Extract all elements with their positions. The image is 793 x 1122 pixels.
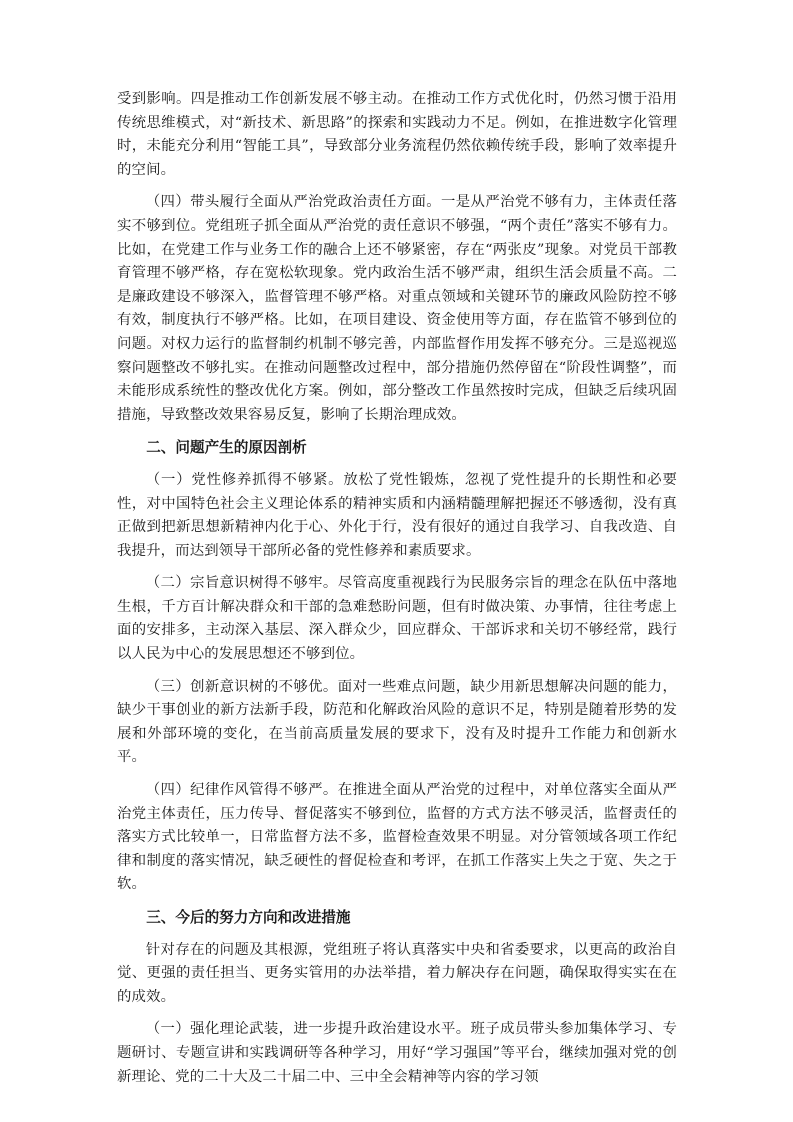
paragraph-purpose-awareness: （二）宗旨意识树得不够牢。尽管高度重视践行为民服务宗旨的理念在队伍中落地生根，千方百计解决群众和干部的急难愁盼问题，但有时做决策、办事情，往往考虑上面的安排多，主动深入基层、深入群众少，回应群众、干部诉求和关切不够经常，践行以人民为中心的发展思想还不够到位。 bbox=[117, 575, 677, 663]
paragraph-party-spirit: （一）党性修养抓得不够紧。放松了党性锻炼，忽视了党性提升的长期性和必要性，对中国特色社会主义理论体系的精神实质和内涵精髓理解把握还不够透彻，没有真正做到把新思想新精神内化于心、外化于行，没有很好的通过自我学习、自我改造、自我提升，而达到领导干部所必备的党性修养和素质要求。 bbox=[117, 471, 677, 559]
paragraph-measures-intro: 针对存在的问题及其根源，党组班子将认真落实中央和省委要求，以更高的政治自觉、更强的责任担当、更务实管用的办法举措，着力解决存在问题，确保取得实实在在的成效。 bbox=[117, 941, 677, 1005]
paragraph-theory-study: （一）强化理论武装，进一步提升政治建设水平。班子成员带头参加集体学习、专题研讨、专题宣讲和实践调研等各种学习，用好“学习强国”等平台，继续加强对党的创新理论、党的二十大及二十届二中、三中全会精神等内容的学习领 bbox=[117, 1021, 677, 1085]
section-heading-cause-analysis: 二、问题产生的原因剖析 bbox=[146, 439, 307, 457]
section-heading-improvement-measures: 三、今后的努力方向和改进措施 bbox=[146, 909, 351, 926]
paragraph-continued: 受到影响。四是推动工作创新发展不够主动。在推动工作方式优化时，仍然习惯于沿用传统思维模式，对“新技术、新思路”的探索和实践动力不足。例如，在推进数字化管理时，未能充分利用“智能工具”，导致部分业务流程仍然依赖传统手段，影响了效率提升的空间。 bbox=[117, 91, 677, 178]
paragraph-discipline: （四）纪律作风管得不够严。在推进全面从严治党的过程中，对单位落实全面从严治党主体责任，压力传导、督促落实不够到位，监督的方式方法不够灵活，监督责任的落实方式比较单一，日常监督方法不多，监督检查效果不明显。对分管领域各项工作纪律和制度的落实情况，缺乏硬性的督促检查和考评，在抓工作落实上失之于宽、失之于软。 bbox=[117, 782, 677, 893]
paragraph-innovation-awareness: （三）创新意识树的不够优。面对一些难点问题，缺少用新思想解决问题的能力，缺少干事创业的新方法新手段，防范和化解政治风险的意识不足，特别是随着形势的发展和外部环境的变化，在当前高质量发展的要求下，没有及时提升工作能力和创新水平。 bbox=[117, 678, 677, 766]
paragraph-party-responsibility: （四）带头履行全面从严治党政治责任方面。一是从严治党不够有力，主体责任落实不够到位。党组班子抓全面从严治党的责任意识不够强，“两个责任”落实不够有力。比如，在党建工作与业务工作的融合上还不够紧密，存在“两张皮”现象。对党员干部教育管理不够严格，存在宽松软现象。党内政治生活不够严肃，组织生活会质量不高。二是廉政建设不够深入，监督管理不够严格。对重点领域和关键环节的廉政风险防控不够有效，制度执行不够严格。比如，在项目建设、资金使用等方面，存在监管不够到位的问题。对权力运行的监督制约机制不够完善，内部监督作用发挥不够充分。三是巡视巡察问题整改不够扎实。在推动问题整改过程中，部分措施仍然停留在“阶段性调整”，而未能形成系统性的整改优化方案。例如，部分整改工作虽然按时完成，但缺乏后续巩固措施，导致整改效果容易反复，影响了长期治理成效。 bbox=[117, 194, 677, 423]
document-body bbox=[117, 88, 677, 1098]
